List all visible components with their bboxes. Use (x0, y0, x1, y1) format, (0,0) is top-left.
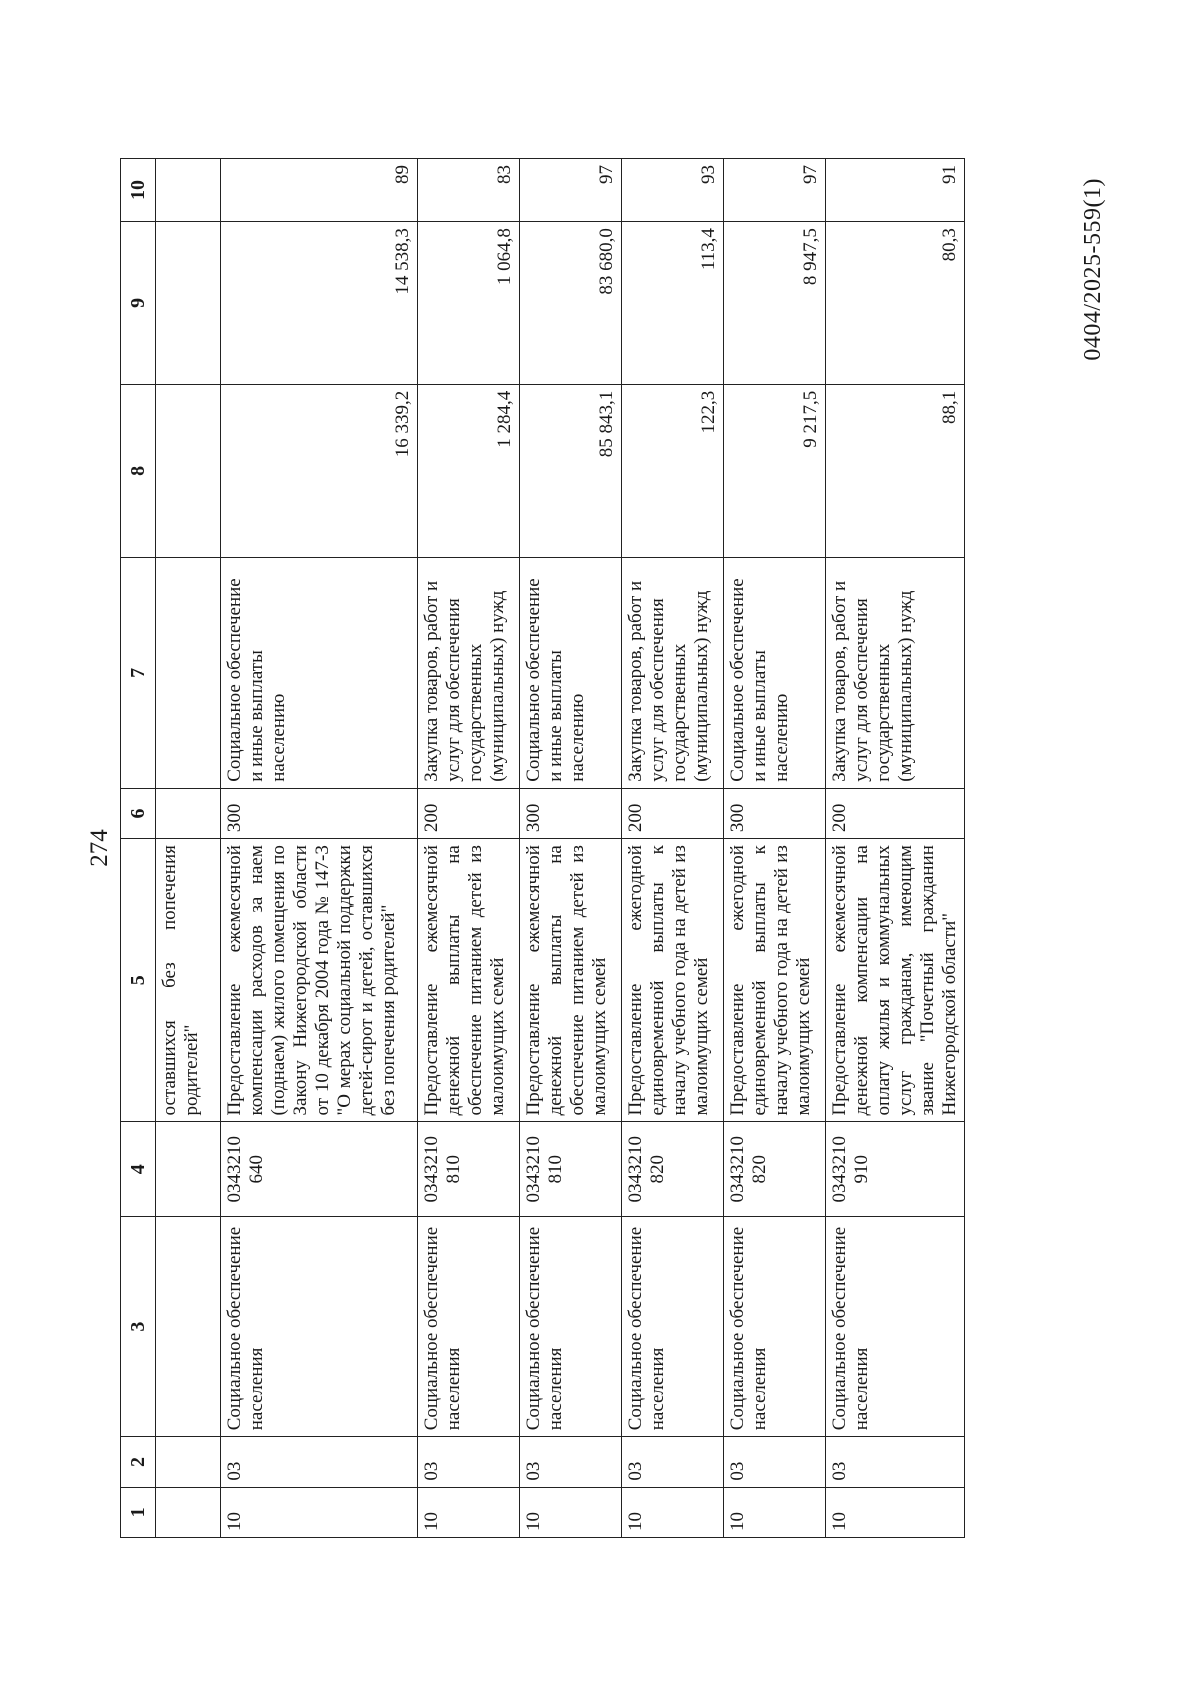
table-cell-expense-name: Закупка товаров, работ и услуг для обеспечения государственных (муниципальных) нужд (622, 557, 724, 788)
header-cell: 2 (121, 1437, 156, 1487)
header-cell: 6 (121, 788, 156, 838)
table-cell-subsection: 03 (826, 1437, 965, 1487)
table-cell-expense-name: Социальное обеспечение и иные выплаты населению (520, 557, 622, 788)
table-cell-target-code: 0343210 810 (520, 1122, 622, 1216)
rotated-page (70, 98, 1130, 1598)
header-cell: 7 (121, 557, 156, 788)
table-row (418, 159, 520, 1538)
table-cell-section-name: Социальное обеспечение населения (520, 1216, 622, 1436)
table-cell-section: 10 (622, 1487, 724, 1537)
table-cell-section-name: Социальное обеспечение населения (826, 1216, 965, 1436)
table-cell-actual: 14 538,3 (221, 222, 418, 385)
table-cell-description: Предоставление ежемесячной денежной выплаты на обеспечение питанием детей из малоимущих семей (418, 839, 520, 1122)
table-cell-description: Предоставление ежемесячной денежной компенсации на оплату жилья и коммунальных услуг гражданам, имеющим звание "Почетный гражданин Нижегородской области" (826, 839, 965, 1122)
table-cell-actual: 1 064,8 (418, 222, 520, 385)
header-cell: 9 (121, 222, 156, 385)
header-cell: 1 (121, 1487, 156, 1537)
table-cell-target-code: 0343210 910 (826, 1122, 965, 1216)
table-cell-section-name: Социальное обеспечение населения (724, 1216, 826, 1436)
table-cell-expense-code: 200 (622, 788, 724, 838)
table-cell-description: Предоставление ежемесячной денежной выплаты на обеспечение питанием детей из малоимущих семей (520, 839, 622, 1122)
table-cell-section: 10 (724, 1487, 826, 1537)
table-cell-plan: 88,1 (826, 384, 965, 557)
header-cell: 5 (121, 839, 156, 1122)
table-cell-target-code: 0343210 820 (622, 1122, 724, 1216)
table-cell-description: Предоставление ежегодной единовременной выплаты к началу учебного года на детей из малоимущих семей (724, 839, 826, 1122)
table-cell-section-name: Социальное обеспечение населения (622, 1216, 724, 1436)
table-cell-percent: 93 (622, 159, 724, 222)
table-cell-section: 10 (826, 1487, 965, 1537)
table-cell-percent: 83 (418, 159, 520, 222)
header-cell: 4 (121, 1122, 156, 1216)
table-cell-section: 10 (221, 1487, 418, 1537)
header-row (121, 159, 156, 1538)
table-cell-expense-code: 300 (221, 788, 418, 838)
budget-table (120, 158, 965, 1538)
document-code: 0404/2025-559(1) (1080, 178, 1106, 361)
header-cell: 3 (121, 1216, 156, 1436)
table-cell-subsection: 03 (418, 1437, 520, 1487)
table-cell-description: Предоставление ежегодной единовременной выплаты к началу учебного года на детей из малоимущих семей (622, 839, 724, 1122)
table-cell-plan: 16 339,2 (221, 384, 418, 557)
header-cell: 8 (121, 384, 156, 557)
table-row (622, 159, 724, 1538)
table-cell-section: 10 (520, 1487, 622, 1537)
table-cell-subsection: 03 (520, 1437, 622, 1487)
table-row (221, 159, 418, 1538)
table-cell-target-code: 0343210 810 (418, 1122, 520, 1216)
table-cell-plan: 9 217,5 (724, 384, 826, 557)
table-cell-subsection: 03 (221, 1437, 418, 1487)
table-cell-percent: 91 (826, 159, 965, 222)
table-cell-plan: 85 843,1 (520, 384, 622, 557)
table-cell-target-code: 0343210 820 (724, 1122, 826, 1216)
table-cell-actual: 83 680,0 (520, 222, 622, 385)
table-cell-description: Предоставление ежемесячной компенсации расходов за наем (поднаем) жилого помещения по Закону Нижегородской области от 10 декабря 2004 года № 147-3 "О мерах социальной поддержки детей-сирот и детей, оставшихся без попечения родителей" (221, 839, 418, 1122)
table-cell-expense-code: 200 (826, 788, 965, 838)
table-cell-section-name: Социальное обеспечение населения (221, 1216, 418, 1436)
table-cell-expense-name: Социальное обеспечение и иные выплаты населению (221, 557, 418, 788)
table-cell-description: оставшихся без попечения родителей" (156, 839, 221, 1122)
table-cell-percent: 89 (221, 159, 418, 222)
table-row (520, 159, 622, 1538)
table-cell-actual: 80,3 (826, 222, 965, 385)
continuation-row (156, 159, 221, 1538)
page-number: 274 (86, 829, 113, 867)
table-cell-expense-name: Социальное обеспечение и иные выплаты населению (724, 557, 826, 788)
table-cell-expense-name: Закупка товаров, работ и услуг для обеспечения государственных (муниципальных) нужд (826, 557, 965, 788)
table-cell-section-name: Социальное обеспечение населения (418, 1216, 520, 1436)
table-row (724, 159, 826, 1538)
table-cell-percent: 97 (724, 159, 826, 222)
table-cell-expense-code: 200 (418, 788, 520, 838)
header-cell: 10 (121, 159, 156, 222)
table-cell-percent: 97 (520, 159, 622, 222)
table-cell-expense-code: 300 (724, 788, 826, 838)
table-cell-subsection: 03 (622, 1437, 724, 1487)
table-cell-expense-code: 300 (520, 788, 622, 838)
table-cell-plan: 122,3 (622, 384, 724, 557)
table-cell-expense-name: Закупка товаров, работ и услуг для обеспечения государственных (муниципальных) нужд (418, 557, 520, 788)
table-cell-actual: 113,4 (622, 222, 724, 385)
table-row (826, 159, 965, 1538)
table-cell-section: 10 (418, 1487, 520, 1537)
table-cell-plan: 1 284,4 (418, 384, 520, 557)
table-cell-subsection: 03 (724, 1437, 826, 1487)
table-cell-target-code: 0343210 640 (221, 1122, 418, 1216)
table-cell-actual: 8 947,5 (724, 222, 826, 385)
